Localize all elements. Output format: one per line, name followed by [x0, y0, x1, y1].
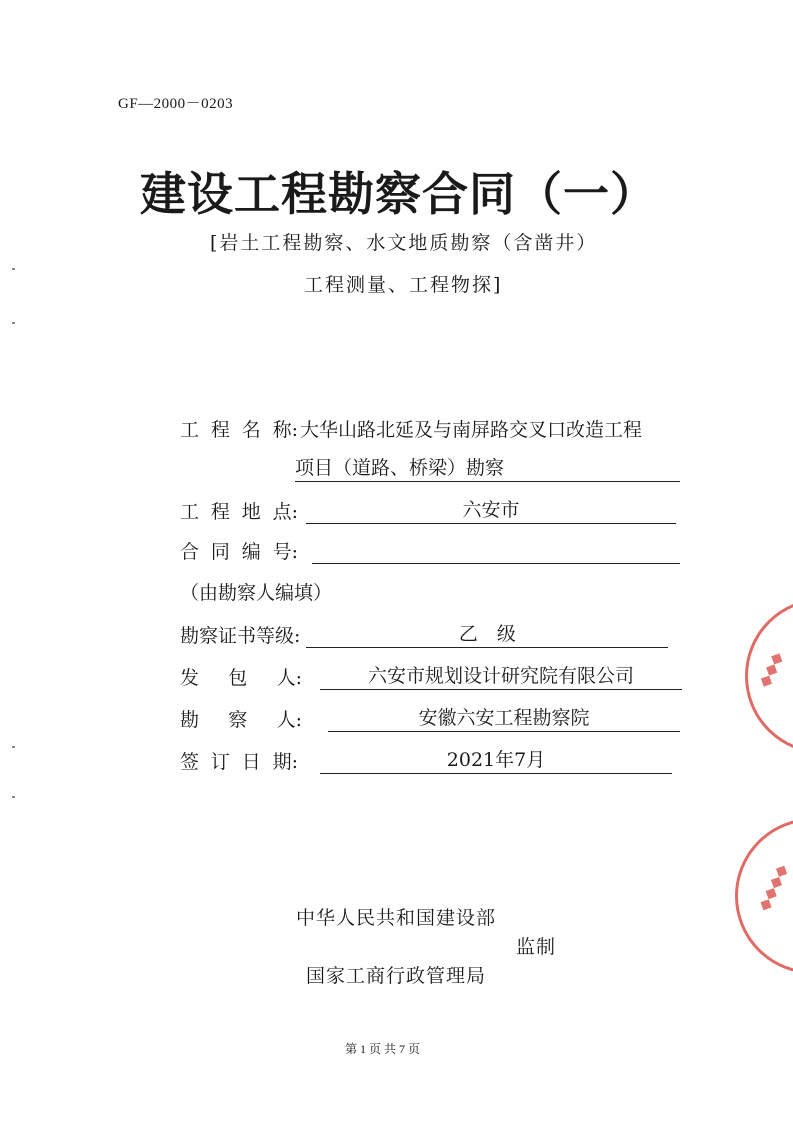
surveyor-row: [180, 702, 680, 732]
cert-level-row: [180, 618, 668, 648]
subtitle-line1: [岩土工程勘察、水文地质勘察（含凿井）: [210, 232, 598, 254]
seal-mark-icon: ◆◆◆◆: [753, 861, 792, 914]
contract-no-row: [180, 534, 680, 564]
client-row: [180, 660, 682, 690]
location-value: 六安市: [306, 497, 676, 524]
project-name-row: [180, 412, 642, 442]
scan-speck: [12, 268, 15, 270]
project-name-value-1: 大华山路北延及与南屏路交叉口改造工程: [300, 419, 643, 441]
cert-level-label: 勘察证书等级:: [180, 625, 301, 647]
sign-date-row: [180, 744, 672, 774]
project-name-value-2: 项目（道路、桥梁）勘察: [295, 455, 680, 482]
contract-no-note: （由勘察人编填）: [180, 582, 333, 604]
contract-title: 建设工程勘察合同（一）: [140, 167, 657, 221]
issuer-supervise: 监制: [516, 936, 557, 958]
surveyor-value: 安徽六安工程勘察院: [328, 705, 680, 732]
surveyor-label: 勘 察 人:: [180, 709, 302, 731]
contract-no-value: [312, 537, 680, 564]
issuer-ministry: 中华人民共和国建设部: [296, 907, 497, 929]
scan-speck: [12, 796, 15, 798]
project-name-row-2: [295, 452, 680, 482]
page-number: 第 1 页 共 7 页: [345, 1042, 421, 1056]
subtitle-line2: 工程测量、工程物探]: [304, 274, 503, 296]
scan-speck: [12, 322, 15, 324]
location-label: 工 程 地 点:: [180, 501, 298, 523]
sign-date-value: 2021年7月: [320, 747, 672, 774]
scan-speck: [12, 746, 15, 748]
sign-date-label: 签 订 日 期:: [180, 751, 298, 773]
contract-no-label: 合 同 编 号:: [180, 541, 298, 563]
location-row: [180, 494, 676, 524]
form-code: GF—2000－0203: [118, 96, 234, 112]
cert-level-value: 乙 级: [306, 621, 668, 648]
client-label: 发 包 人:: [180, 667, 302, 689]
project-name-label: 工 程 名 称:: [180, 419, 298, 441]
client-value: 六安市规划设计研究院有限公司: [320, 663, 682, 690]
seal-mark-icon: ◆◆◆: [754, 648, 787, 691]
issuer-admin: 国家工商行政管理局: [306, 965, 487, 987]
